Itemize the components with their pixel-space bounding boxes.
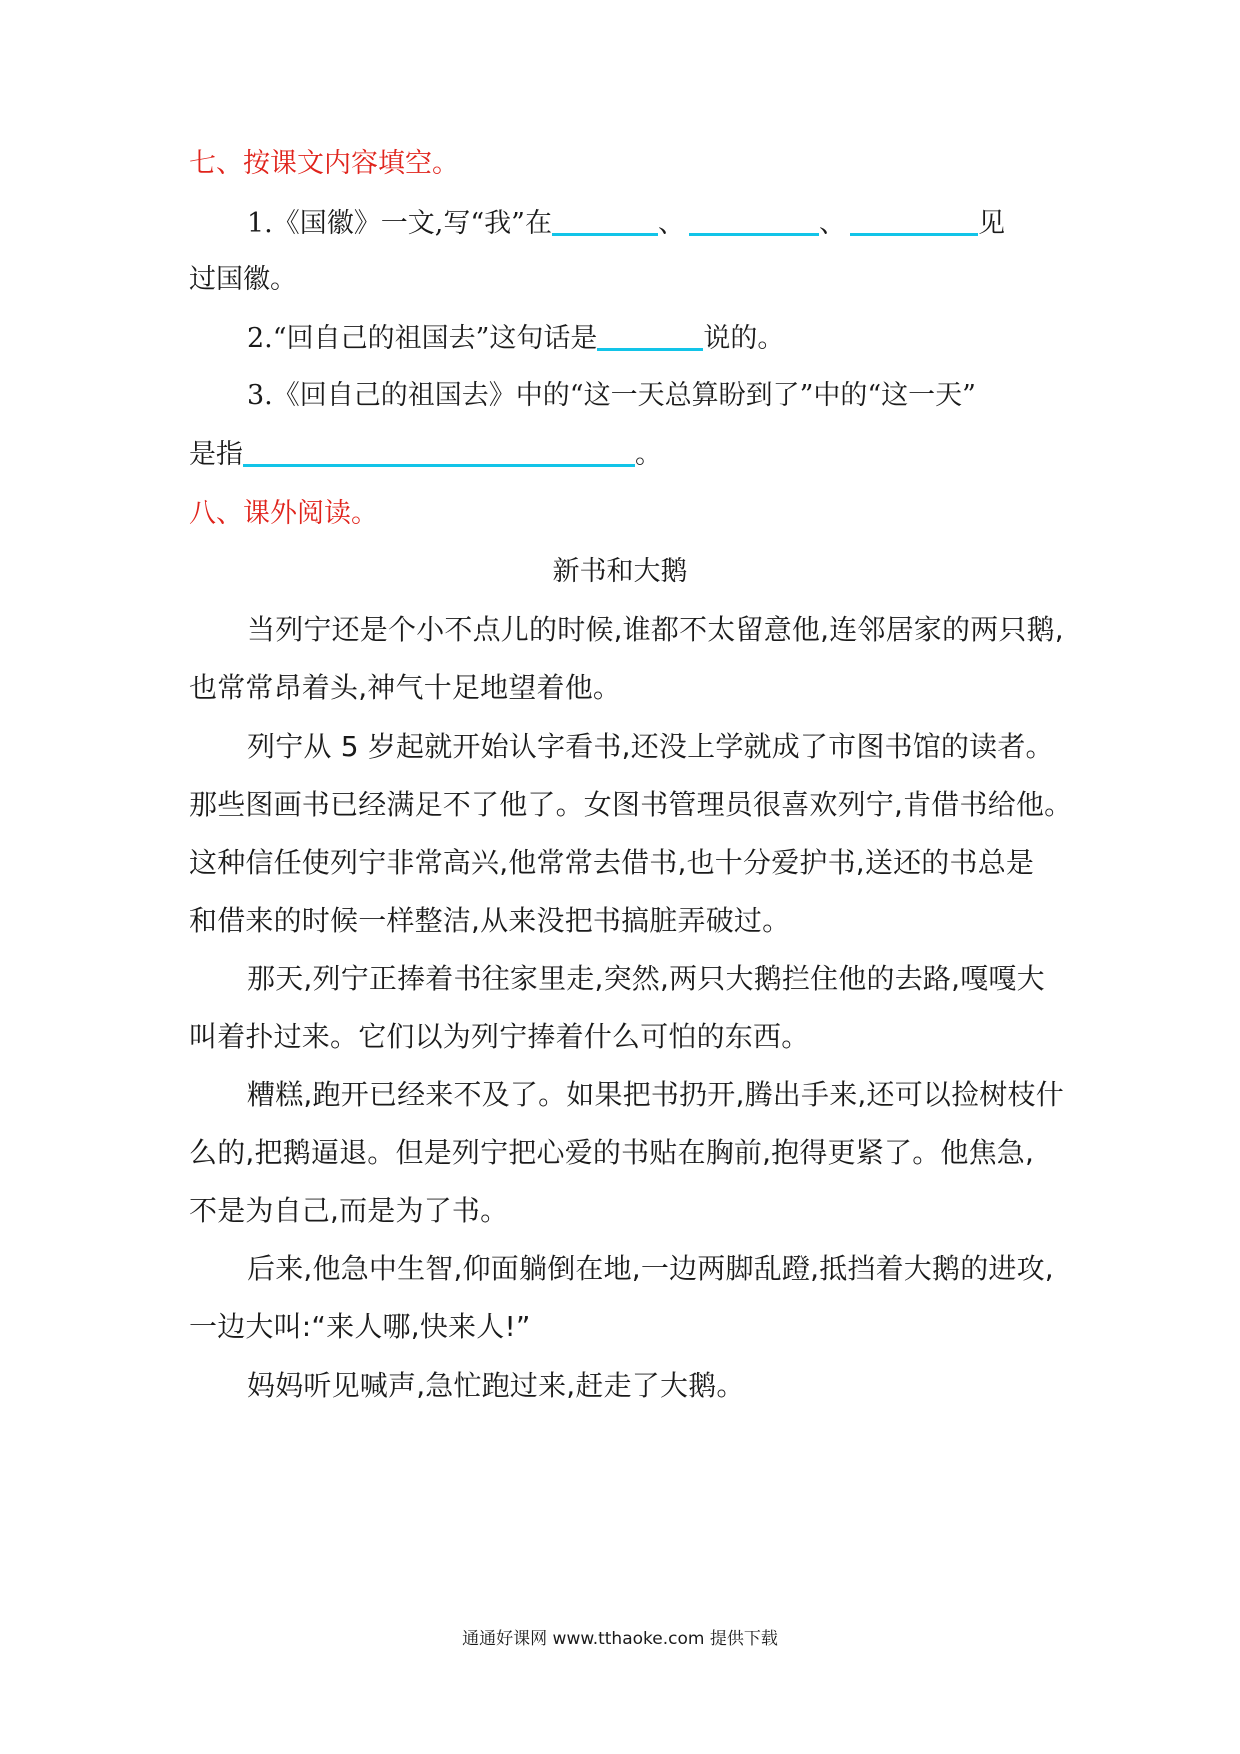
question-1-suffix: 见 (977, 208, 1005, 239)
passage-line: 这种信任使列宁非常高兴,他常常去借书,也十分爱护书,送还的书总是 (189, 846, 1035, 879)
question-1-sep1: 、 (657, 208, 685, 239)
passage-line: 么的,把鹅逼退。但是列宁把心爱的书贴在胸前,抱得更紧了。他焦急, (189, 1136, 1035, 1169)
section-heading-reading: 八、课外阅读。 (189, 498, 378, 529)
passage-line: 糟糕,跑开已经来不及了。如果把书扔开,腾出手来,还可以捡树枝什 (247, 1078, 1064, 1111)
answer-blank-3[interactable] (243, 434, 635, 467)
answer-blank-1b[interactable] (689, 203, 819, 236)
passage-line: 当列宁还是个小不点儿的时候,谁都不太留意他,连邻居家的两只鹅, (247, 613, 1064, 646)
passage-line: 不是为自己,而是为了书。 (189, 1194, 509, 1227)
passage-line: 叫着扑过来。它们以为列宁捧着什么可怕的东西。 (189, 1020, 810, 1053)
question-2-prefix: 2.“回自己的祖国去”这句话是 (247, 323, 598, 354)
passage-line: 那些图画书已经满足不了他了。女图书管理员很喜欢列宁,肯借书给他。 (189, 788, 1073, 821)
passage-line: 和借来的时候一样整洁,从来没把书搞脏弄破过。 (189, 904, 791, 937)
passage-line: 妈妈听见喊声,急忙跑过来,赶走了大鹅。 (247, 1369, 745, 1402)
question-1-sep2: 、 (818, 208, 846, 239)
passage-line: 列宁从 5 岁起就开始认字看书,还没上学就成了市图书馆的读者。 (247, 730, 1054, 763)
answer-blank-1c[interactable] (850, 203, 978, 236)
passage-line: 也常常昂着头,神气十足地望着他。 (189, 671, 622, 704)
passage-line: 一边大叫:“来人哪,快来人!” (189, 1310, 531, 1343)
answer-blank-1a[interactable] (552, 203, 658, 236)
section-heading-fill-in: 七、按课文内容填空。 (189, 148, 459, 179)
question-2-suffix: 说的。 (703, 323, 785, 354)
question-3-line-2 (189, 434, 662, 475)
passage-line: 后来,他急中生智,仰面躺倒在地,一边两脚乱蹬,抵挡着大鹅的进攻, (247, 1252, 1054, 1285)
footer-source: 通通好课网 www.tthaoke.com 提供下载 (462, 1629, 778, 1649)
question-2 (247, 318, 784, 359)
question-1-prefix: 1.《国徽》一文,写“我”在 (247, 208, 552, 239)
passage-line: 那天,列宁正捧着书往家里走,突然,两只大鹅拦住他的去路,嘎嘎大 (247, 962, 1045, 995)
question-1-line-2: 过国徽。 (189, 264, 297, 295)
question-3-suffix: 。 (635, 439, 662, 470)
passage-title: 新书和大鹅 (552, 556, 688, 587)
answer-blank-2[interactable] (597, 318, 703, 351)
question-3-prefix: 是指 (189, 439, 243, 470)
question-3-line-1: 3.《回自己的祖国去》中的“这一天总算盼到了”中的“这一天” (247, 380, 976, 411)
question-1-line-1 (247, 203, 1005, 244)
